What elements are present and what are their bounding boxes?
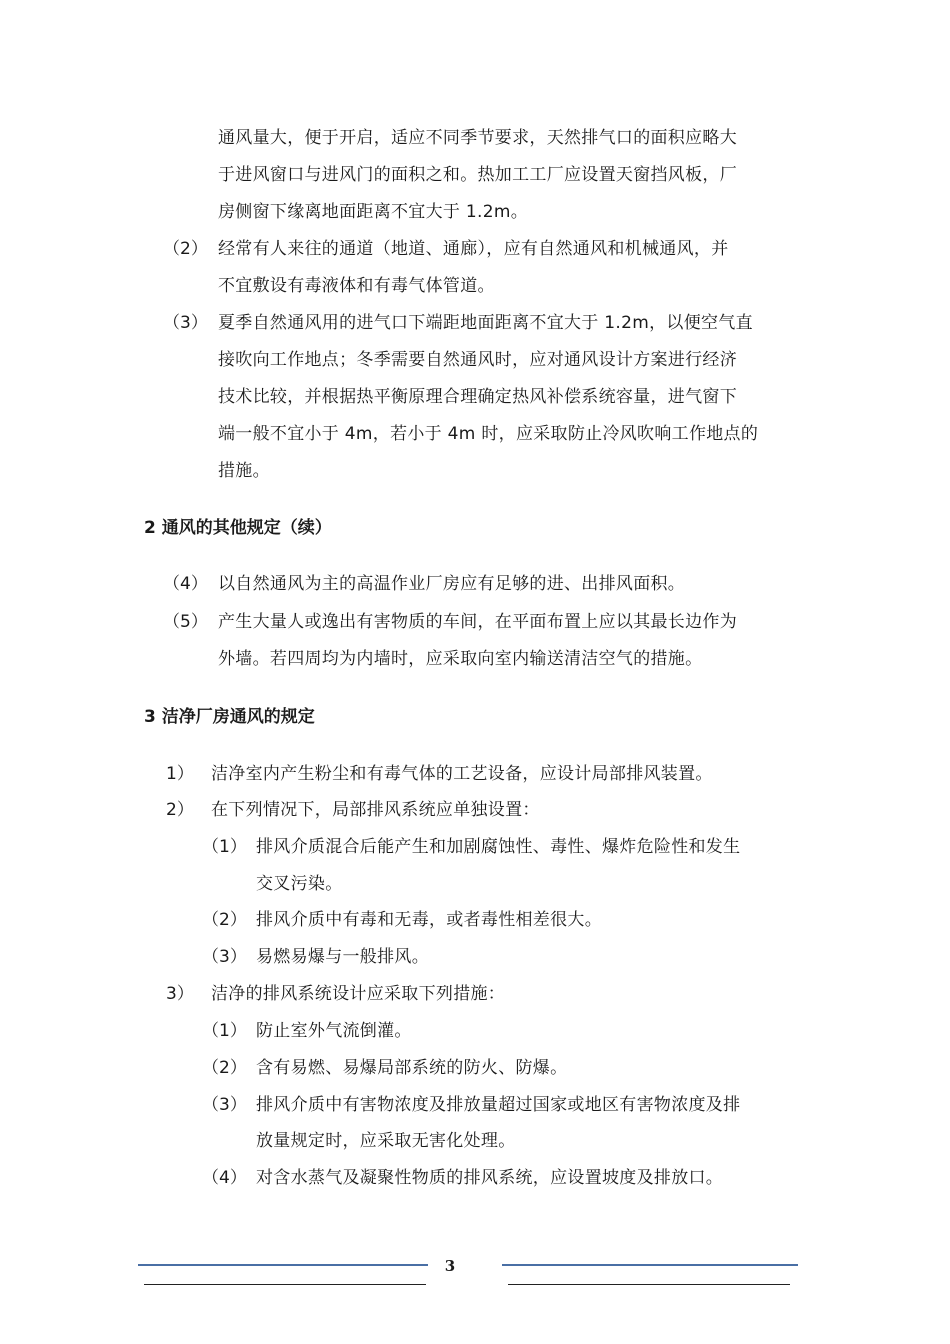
list-item-line: 洁净的排风系统设计应采取下列措施： [211,984,506,1004]
list-item-line: 接吹向工作地点；冬季需要自然通风时，应对通风设计方案进行经济 [218,350,737,370]
page-number: 3 [444,1257,456,1275]
sublist-number: （3） [202,947,247,967]
list-number: （5） [163,612,208,632]
list-item-line: 外墙。若四周均为内墙时，应采取向室内输送清洁空气的措施。 [218,649,703,669]
sublist-item-line: 放量规定时，应采取无害化处理。 [256,1131,516,1151]
list-number: 2） [166,800,194,820]
list-item-line: 产生大量人或逸出有害物质的车间，在平面布置上应以其最长边作为 [218,612,737,632]
section-heading: 3 洁净厂房通风的规定 [144,707,315,727]
sublist-number: （2） [202,910,247,930]
list-item-line: 在下列情况下，局部排风系统应单独设置： [211,800,540,820]
list-item-line: 措施。 [218,461,270,481]
footer-rule-right [502,1264,798,1266]
sublist-item-line: 排风介质中有毒和无毒，或者毒性相差很大。 [256,910,602,930]
paragraph-line: 房侧窗下缘离地面距离不宜大于 1.2m。 [218,202,528,222]
list-item-line: 端一般不宜小于 4m，若小于 4m 时，应采取防止冷风吹响工作地点的 [218,424,759,444]
sublist-number: （2） [202,1058,247,1078]
list-item-line: 夏季自然通风用的进气口下端距地面距离不宜大于 1.2m，以便空气直 [218,313,753,333]
sublist-item-line: 对含水蒸气及凝聚性物质的排风系统，应设置坡度及排放口。 [256,1168,724,1188]
section-heading: 2 通风的其他规定（续） [144,518,332,538]
footer-rule-left [138,1264,428,1266]
list-number: （3） [163,313,208,333]
list-number: （4） [163,574,208,594]
sublist-number: （1） [202,1021,247,1041]
list-number: 1） [166,764,194,784]
sublist-item-line: 交叉污染。 [256,874,343,894]
paragraph-line: 通风量大，便于开启，适应不同季节要求，天然排气口的面积应略大 [218,128,737,148]
sublist-item-line: 防止室外气流倒灌。 [256,1021,412,1041]
sublist-item-line: 含有易燃、易爆局部系统的防火、防爆。 [256,1058,568,1078]
sublist-number: （4） [202,1168,247,1188]
list-item-line: 技术比较，并根据热平衡原理合理确定热风补偿系统容量，进气窗下 [218,387,737,407]
list-item-line: 经常有人来往的通道（地道、通廊），应有自然通风和机械通风，并 [218,239,729,259]
list-item-line: 洁净室内产生粉尘和有毒气体的工艺设备，应设计局部排风装置。 [211,764,713,784]
sublist-item-line: 排风介质混合后能产生和加剧腐蚀性、毒性、爆炸危险性和发生 [256,837,741,857]
sublist-number: （1） [202,837,247,857]
paragraph-line: 于进风窗口与进风门的面积之和。热加工工厂应设置天窗挡风板，厂 [218,165,737,185]
list-item-line: 以自然通风为主的高温作业厂房应有足够的进、出排风面积。 [218,574,686,594]
footer-rule-left-bottom [144,1284,426,1285]
sublist-number: （3） [202,1095,247,1115]
list-number: 3） [166,984,194,1004]
list-item-line: 不宜敷设有毒液体和有毒气体管道。 [218,276,495,296]
footer-rule-right-bottom [508,1284,790,1285]
list-number: （2） [163,239,208,259]
sublist-item-line: 排风介质中有害物浓度及排放量超过国家或地区有害物浓度及排 [256,1095,741,1115]
sublist-item-line: 易燃易爆与一般排风。 [256,947,429,967]
